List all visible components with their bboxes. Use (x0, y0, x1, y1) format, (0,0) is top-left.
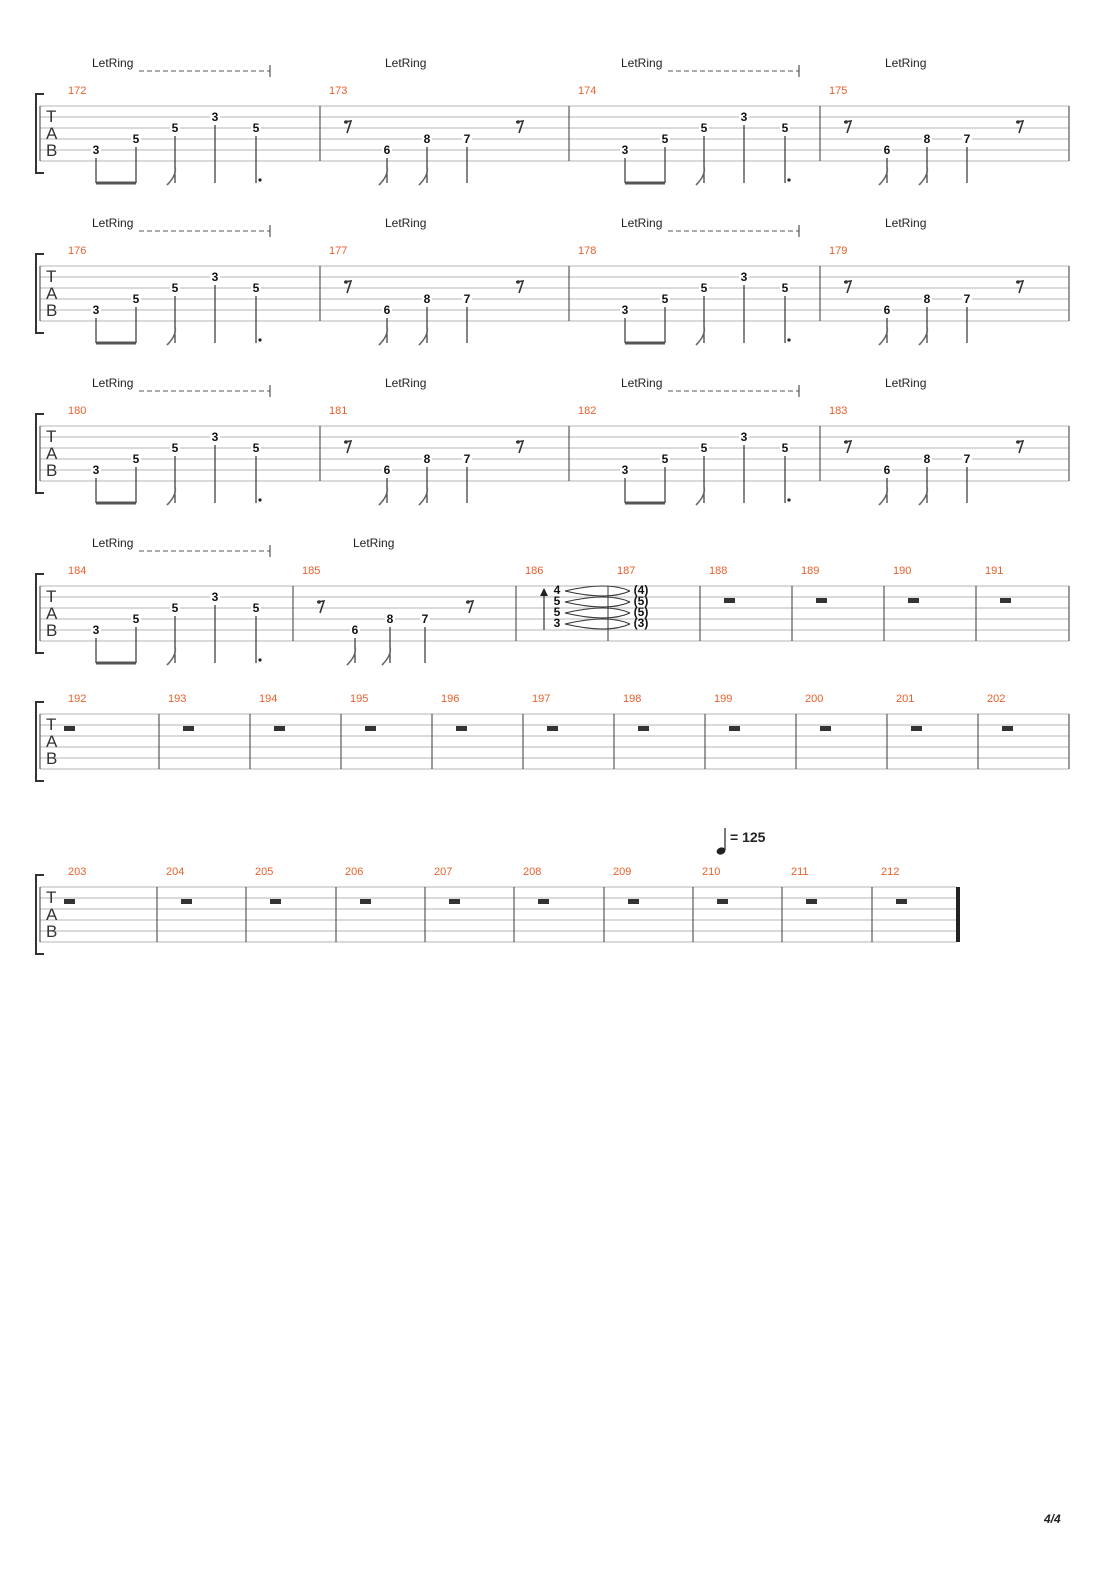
bar-number: 186 (525, 565, 544, 577)
fret-number: 5 (171, 121, 179, 135)
tie-curve (565, 619, 630, 624)
fret-number: 5 (171, 441, 179, 455)
whole-rest (270, 899, 281, 904)
tab-clef-letter: T (46, 427, 57, 446)
bar-number: 189 (801, 565, 820, 577)
note-flag (167, 647, 175, 665)
bar-number: 211 (791, 866, 809, 878)
dotted-note-dot (258, 338, 261, 341)
tab-clef-letter: T (46, 587, 57, 606)
tab-clef-letter: B (46, 141, 58, 160)
whole-rest (64, 899, 75, 904)
measure-177 (329, 216, 523, 345)
fret-number: 3 (740, 110, 748, 124)
bar-number: 190 (893, 565, 912, 577)
tab-system (36, 216, 1069, 345)
bar-number: 208 (523, 866, 542, 878)
tab-clef-letter: B (46, 301, 58, 320)
fret-number: 7 (463, 292, 471, 306)
bar-number: 202 (987, 693, 1006, 705)
eighth-rest (844, 120, 851, 133)
tab-clef-letter: T (46, 107, 57, 126)
bar-number: 204 (166, 866, 185, 878)
fret-number: 5 (661, 132, 669, 146)
fret-number: 3 (92, 303, 100, 317)
let-ring-label: LetRing (92, 376, 134, 390)
note-flag (347, 647, 355, 665)
measure-172 (68, 56, 270, 185)
note-flag (919, 487, 927, 505)
note-flag (167, 327, 175, 345)
note-flag (919, 167, 927, 185)
measure-185 (302, 536, 473, 665)
tab-clef-letter: A (46, 124, 58, 143)
fret-number: 6 (883, 463, 891, 477)
note-flag (879, 167, 887, 185)
bar-number: 201 (896, 693, 915, 705)
tie-curve (565, 597, 630, 602)
let-ring-label: LetRing (885, 56, 927, 70)
bar-number: 176 (68, 245, 87, 257)
fret-number: 3 (211, 430, 219, 444)
whole-rest (717, 899, 728, 904)
fret-number: 5 (553, 594, 561, 608)
bar-number: 191 (985, 565, 1004, 577)
tab-clef-letter: B (46, 621, 58, 640)
let-ring-label: LetRing (385, 376, 427, 390)
fret-number: 6 (383, 143, 391, 157)
fret-number: 5 (781, 281, 789, 295)
dotted-note-dot (258, 178, 261, 181)
whole-rest (806, 899, 817, 904)
fret-number: (5) (633, 605, 649, 619)
measure-184 (68, 536, 270, 665)
eighth-rest (344, 280, 351, 293)
bar-number: 196 (441, 693, 460, 705)
whole-rest (729, 726, 740, 731)
fret-number: 3 (211, 590, 219, 604)
whole-rest (724, 598, 735, 603)
let-ring-label: LetRing (353, 536, 395, 550)
bar-number: 175 (829, 85, 848, 97)
eighth-rest (317, 600, 324, 613)
fret-number: 8 (423, 452, 431, 466)
whole-rest (1002, 726, 1013, 731)
let-ring-label: LetRing (385, 56, 427, 70)
eighth-rest (344, 120, 351, 133)
bar-number: 209 (613, 866, 632, 878)
fret-number: 6 (351, 623, 359, 637)
dotted-note-dot (787, 498, 790, 501)
whole-rest (1000, 598, 1011, 603)
fret-number: 3 (211, 270, 219, 284)
fret-number: 3 (92, 623, 100, 637)
note-flag (419, 327, 427, 345)
measure-175 (829, 56, 1023, 185)
whole-rest (911, 726, 922, 731)
bar-number: 200 (805, 693, 824, 705)
bar-number: 207 (434, 866, 453, 878)
dotted-note-dot (258, 498, 261, 501)
whole-rest (456, 726, 467, 731)
whole-rest (638, 726, 649, 731)
bar-number: 206 (345, 866, 364, 878)
fret-number: 6 (383, 463, 391, 477)
bar-number: 185 (302, 565, 321, 577)
tab-clef-letter: A (46, 604, 58, 623)
fret-number: 5 (553, 605, 561, 619)
fret-number: 5 (700, 121, 708, 135)
bar-number: 210 (702, 866, 721, 878)
measure-173 (329, 56, 523, 185)
final-barline (956, 887, 960, 942)
tab-system (36, 866, 960, 954)
fret-number: (4) (633, 583, 649, 597)
bar-number: 173 (329, 85, 348, 97)
fret-number: 5 (252, 121, 260, 135)
let-ring-label: LetRing (92, 56, 134, 70)
tab-clef-letter: T (46, 715, 57, 734)
let-ring-label: LetRing (92, 216, 134, 230)
note-flag (879, 487, 887, 505)
note-flag (419, 167, 427, 185)
note-flag (379, 327, 387, 345)
bar-number: 203 (68, 866, 87, 878)
eighth-rest (466, 600, 473, 613)
eighth-rest (1016, 440, 1023, 453)
bar-number: 195 (350, 693, 369, 705)
tie-curve (565, 602, 630, 607)
fret-number: (5) (633, 594, 649, 608)
whole-rest (908, 598, 919, 603)
measure-182 (578, 376, 799, 505)
bar-number: 198 (623, 693, 642, 705)
tie-curve (565, 591, 630, 596)
eighth-rest (344, 440, 351, 453)
fret-number: 7 (463, 132, 471, 146)
note-flag (696, 167, 704, 185)
bar-number: 177 (329, 245, 348, 257)
fret-number: 4 (553, 583, 561, 597)
whole-rest (360, 899, 371, 904)
fret-number: 3 (621, 143, 629, 157)
measure-183 (829, 376, 1023, 505)
fret-number: 5 (171, 281, 179, 295)
fret-number: 3 (211, 110, 219, 124)
fret-number: 8 (386, 612, 394, 626)
tempo-marking (716, 828, 766, 856)
bar-number: 197 (532, 693, 551, 705)
eighth-rest (844, 440, 851, 453)
whole-rest (365, 726, 376, 731)
fret-number: 5 (252, 601, 260, 615)
tempo-value: = 125 (730, 829, 766, 845)
let-ring-label: LetRing (385, 216, 427, 230)
note-flag (696, 327, 704, 345)
fret-number: 5 (132, 292, 140, 306)
measure-178 (578, 216, 799, 345)
whole-rest (449, 899, 460, 904)
fret-number: 5 (252, 281, 260, 295)
measure-176 (68, 216, 270, 345)
tab-clef-letter: T (46, 888, 57, 907)
fret-number: 6 (883, 303, 891, 317)
bar-number: 179 (829, 245, 848, 257)
bar-number: 212 (881, 866, 900, 878)
note-flag (379, 487, 387, 505)
tab-system (36, 536, 1069, 665)
note-flag (382, 647, 390, 665)
fret-number: 5 (171, 601, 179, 615)
strum-arrow-head (540, 588, 548, 596)
fret-number: 7 (963, 292, 971, 306)
eighth-rest (1016, 120, 1023, 133)
let-ring-label: LetRing (621, 56, 663, 70)
bar-number: 183 (829, 405, 848, 417)
whole-rest (181, 899, 192, 904)
bar-number: 174 (578, 85, 597, 97)
fret-number: 7 (421, 612, 429, 626)
fret-number: 3 (621, 463, 629, 477)
fret-number: 7 (963, 132, 971, 146)
whole-rest (274, 726, 285, 731)
fret-number: 6 (883, 143, 891, 157)
let-ring-label: LetRing (621, 216, 663, 230)
note-flag (879, 327, 887, 345)
bar-number: 182 (578, 405, 597, 417)
fret-number: 5 (781, 441, 789, 455)
bar-number: 187 (617, 565, 636, 577)
tab-clef-letter: B (46, 922, 58, 941)
fret-number: 5 (661, 452, 669, 466)
eighth-rest (1016, 280, 1023, 293)
whole-rest (183, 726, 194, 731)
whole-rest (820, 726, 831, 731)
quarter-note-icon (716, 828, 727, 856)
fret-number: 7 (963, 452, 971, 466)
bar-number: 181 (329, 405, 348, 417)
tab-clef-letter: B (46, 749, 58, 768)
bar-number: 178 (578, 245, 597, 257)
fret-number: 5 (700, 441, 708, 455)
whole-rest (538, 899, 549, 904)
fret-number: 5 (700, 281, 708, 295)
bar-number: 188 (709, 565, 728, 577)
fret-number: 5 (132, 612, 140, 626)
fret-number: 8 (423, 132, 431, 146)
tie-curve (565, 624, 630, 629)
fret-number: 3 (553, 616, 561, 630)
fret-number: 3 (92, 463, 100, 477)
page-number: 4/4 (1044, 1512, 1061, 1526)
tie-curve (565, 608, 630, 613)
tab-clef-letter: T (46, 267, 57, 286)
eighth-rest (516, 120, 523, 133)
fret-number: 5 (132, 132, 140, 146)
tab-systems (36, 56, 1069, 954)
fret-number: (3) (633, 616, 649, 630)
fret-number: 5 (132, 452, 140, 466)
whole-rest (896, 899, 907, 904)
note-flag (419, 487, 427, 505)
tie-curve (565, 613, 630, 618)
note-flag (167, 487, 175, 505)
bar-number: 172 (68, 85, 87, 97)
fret-number: 8 (423, 292, 431, 306)
fret-number: 5 (661, 292, 669, 306)
tab-clef-letter: B (46, 461, 58, 480)
measure-180 (68, 376, 270, 505)
bar-number: 184 (68, 565, 87, 577)
note-flag (696, 487, 704, 505)
eighth-rest (516, 440, 523, 453)
measure-179 (829, 216, 1023, 345)
tab-clef-letter: A (46, 732, 58, 751)
let-ring-label: LetRing (621, 376, 663, 390)
whole-rest (64, 726, 75, 731)
fret-number: 3 (92, 143, 100, 157)
let-ring-label: LetRing (885, 376, 927, 390)
measure-181 (329, 376, 523, 505)
note-flag (919, 327, 927, 345)
tab-system (36, 376, 1069, 505)
bar-number: 192 (68, 693, 87, 705)
dotted-note-dot (787, 178, 790, 181)
bar-number: 194 (259, 693, 278, 705)
fret-number: 7 (463, 452, 471, 466)
tab-clef-letter: A (46, 905, 58, 924)
eighth-rest (844, 280, 851, 293)
eighth-rest (516, 280, 523, 293)
fret-number: 6 (383, 303, 391, 317)
fret-number: 8 (923, 132, 931, 146)
fret-number: 5 (252, 441, 260, 455)
measure-174 (578, 56, 799, 185)
fret-number: 3 (740, 430, 748, 444)
tab-system (36, 56, 1069, 185)
fret-number: 8 (923, 292, 931, 306)
fret-number: 5 (781, 121, 789, 135)
let-ring-label: LetRing (885, 216, 927, 230)
tie-curve (565, 586, 630, 591)
whole-rest (628, 899, 639, 904)
whole-rest (547, 726, 558, 731)
bar-number: 199 (714, 693, 733, 705)
bar-number: 193 (168, 693, 187, 705)
fret-number: 3 (740, 270, 748, 284)
bar-number: 205 (255, 866, 274, 878)
whole-rest (816, 598, 827, 603)
note-flag (167, 167, 175, 185)
tab-clef-letter: A (46, 284, 58, 303)
fret-number: 8 (923, 452, 931, 466)
dotted-note-dot (258, 658, 261, 661)
tab-system (36, 693, 1069, 781)
dotted-note-dot (787, 338, 790, 341)
let-ring-label: LetRing (92, 536, 134, 550)
bar-number: 180 (68, 405, 87, 417)
fret-number: 3 (621, 303, 629, 317)
note-flag (379, 167, 387, 185)
tab-clef-letter: A (46, 444, 58, 463)
